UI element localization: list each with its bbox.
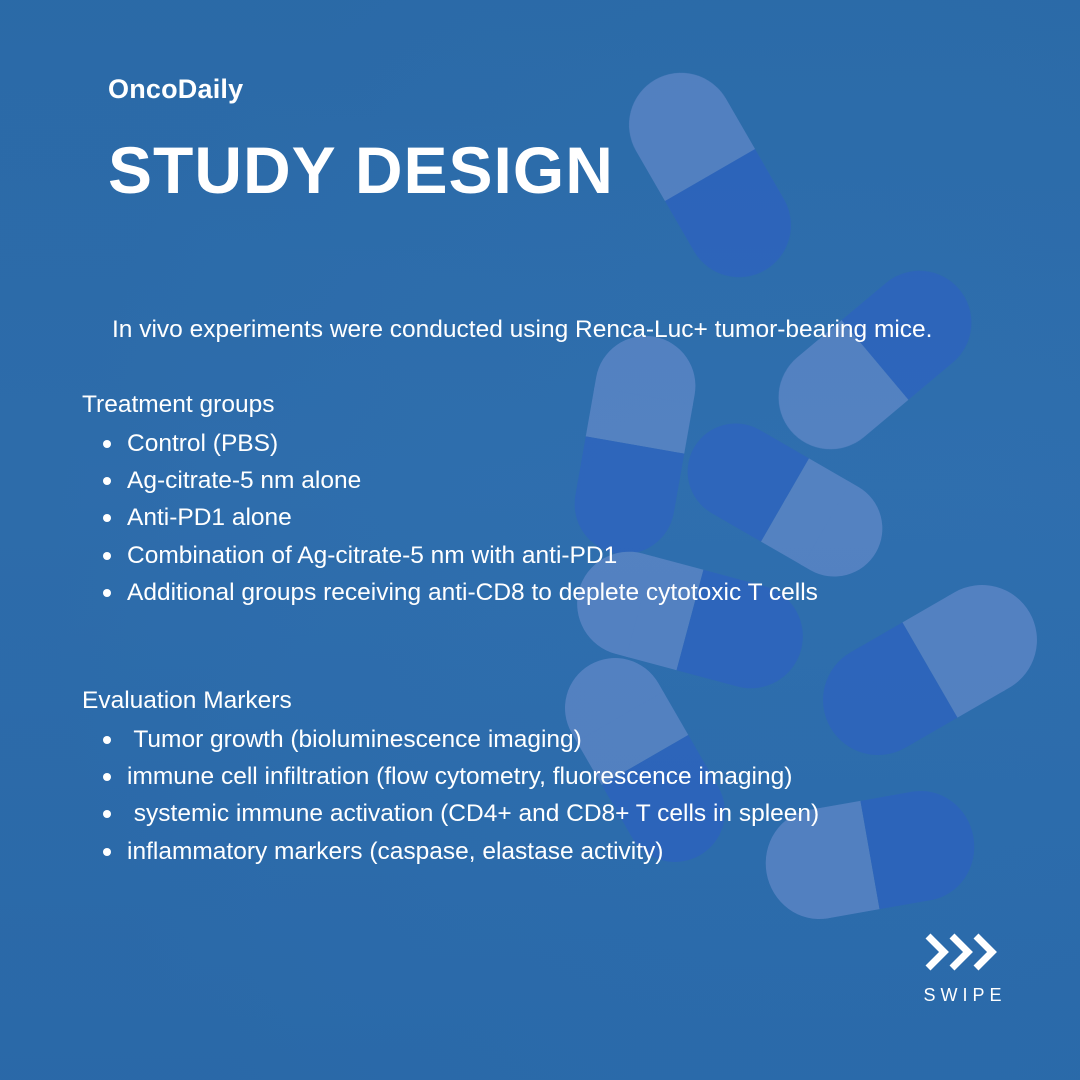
list-item	[82, 462, 1042, 499]
list-item-text: Additional groups receiving anti-CD8 to deplete cytotoxic T cells	[127, 578, 818, 606]
list-item-text: Combination of Ag-citrate-5 nm with anti-PD1	[127, 541, 618, 569]
swipe-button[interactable]	[918, 930, 1008, 1006]
bullet-icon	[103, 736, 111, 744]
brand-logo-text: OncoDaily	[108, 74, 244, 104]
list-item	[82, 537, 1042, 574]
list-item	[82, 499, 1042, 536]
bullet-icon	[103, 773, 111, 781]
evaluation-markers-heading: Evaluation Markers	[82, 687, 292, 714]
evaluation-markers-section	[82, 687, 1042, 870]
bullet-icon	[103, 552, 111, 560]
bullet-icon	[103, 848, 111, 856]
swipe-label: SWIPE	[923, 985, 1007, 1005]
evaluation-markers-list	[82, 721, 1042, 870]
list-item-text: Anti-PD1 alone	[127, 504, 292, 532]
bullet-icon	[103, 514, 111, 522]
list-item-text: inflammatory markers (caspase, elastase activity)	[127, 837, 664, 865]
list-item-text: Tumor growth (bioluminescence imaging)	[127, 726, 582, 753]
list-item	[82, 721, 1042, 758]
treatment-groups-section	[82, 391, 1042, 611]
treatment-groups-heading: Treatment groups	[82, 391, 275, 418]
list-item-text: systemic immune activation (CD4+ and CD8+ T cells in spleen)	[127, 800, 820, 828]
bullet-icon	[103, 810, 111, 818]
bullet-icon	[103, 477, 111, 485]
bullet-icon	[103, 589, 111, 597]
list-item	[82, 574, 1042, 611]
triple-chevron-right-icon	[922, 930, 1004, 974]
list-item-text: immune cell infiltration (flow cytometry, fluorescence imaging)	[127, 763, 793, 791]
list-item	[82, 833, 1042, 870]
treatment-groups-list	[82, 425, 1042, 611]
bullet-icon	[103, 440, 111, 448]
list-item	[82, 795, 1042, 832]
intro-text: In vivo experiments were conducted using Renca-Luc+ tumor-bearing mice.	[112, 316, 933, 343]
list-item	[82, 758, 1042, 795]
list-item-text: Control (PBS)	[127, 430, 279, 457]
list-item	[82, 425, 1042, 462]
list-item-text: Ag-citrate-5 nm alone	[127, 467, 362, 495]
page-title: STUDY DESIGN	[108, 133, 614, 207]
